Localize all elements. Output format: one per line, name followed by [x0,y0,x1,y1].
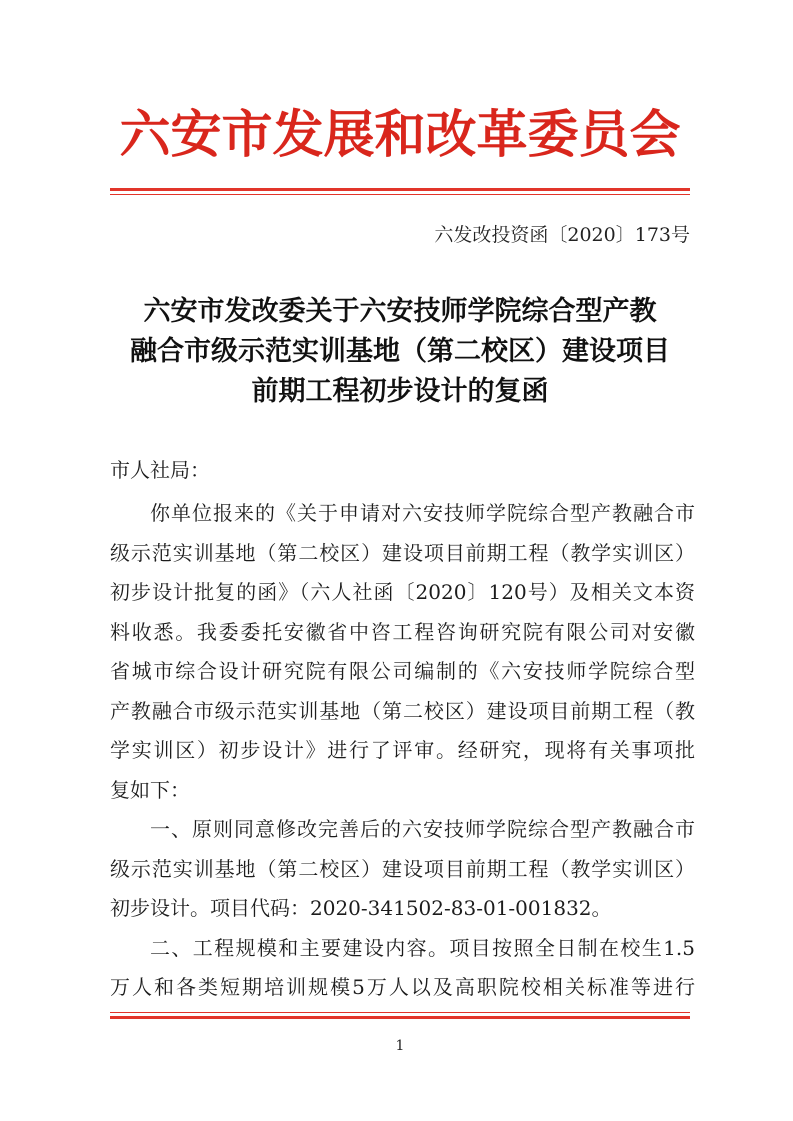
body-line: 省城市综合设计研究院有限公司编制的《六安技师学院综合型 [110,659,695,683]
document-title [110,292,690,412]
footer-red-rule-thick [110,1016,690,1019]
paragraph-item-1 [110,810,695,929]
addressee: 市人社局： [110,458,210,482]
body-line: 学实训区）初步设计》进行了评审。经研究，现将有关事项批 [110,738,695,762]
page-number: 1 [395,1038,405,1054]
header-red-rule-thin [110,194,690,195]
agency-masthead: 六安市发展和改革委员会 [119,106,681,165]
paragraph-item-2 [110,929,695,1008]
document-number: 六发改投资函〔2020〕173号 [434,224,690,246]
body-line: 二、工程规模和主要建设内容。项目按照全日制在校生1.5 [150,935,695,960]
title-line: 前期工程初步设计的复函 [251,376,549,407]
body-line: 级示范实训基地（第二校区）建设项目前期工程（教学实训区） [110,856,695,881]
title-line: 融合市级示范实训基地（第二校区）建设项目 [130,336,670,367]
paragraph-intro [110,494,695,810]
body-line: 万人和各类短期培训规模5万人以及高职院校相关标准等进行 [110,975,695,999]
title-line: 六安市发改委关于六安技师学院综合型产教 [143,296,657,327]
body-line: 级示范实训基地（第二校区）建设项目前期工程（教学实训区） [110,540,695,565]
body-line: 复如下： [110,777,190,802]
body-line: 料收悉。我委委托安徽省中咨工程咨询研究院有限公司对安徽 [110,619,695,644]
body-line: 初步设计。项目代码：2020-341502-83-01-001832。 [110,896,612,920]
document-body [110,450,695,1008]
body-line: 初步设计批复的函》（六人社函〔2020〕120号）及相关文本资 [110,580,695,604]
body-line: 一、原则同意修改完善后的六安技师学院综合型产教融合市 [150,817,695,841]
body-line: 产教融合市级示范实训基地（第二校区）建设项目前期工程（教 [110,698,695,723]
footer-red-rule-thin [110,1012,690,1013]
body-line: 你单位报来的《关于申请对六安技师学院综合型产教融合市 [150,501,695,525]
header-red-rule-thick [110,188,690,191]
